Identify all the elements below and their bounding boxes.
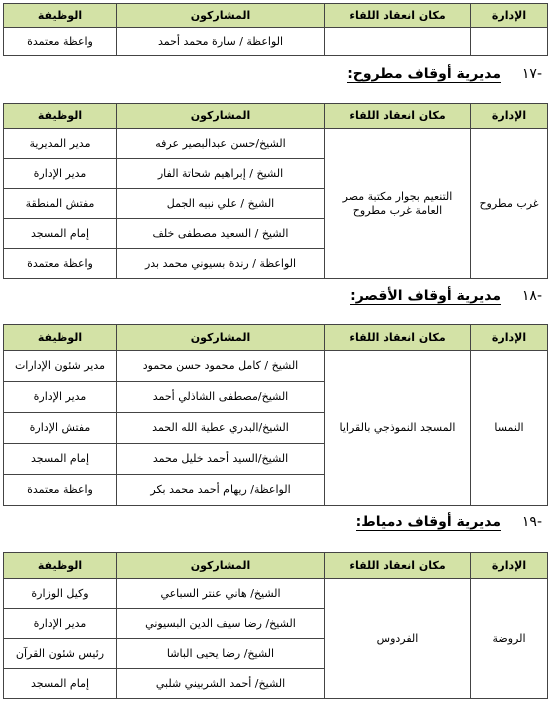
participant-cell: الشيخ / إبراهيم شحاتة الفار [117, 159, 325, 189]
job-cell: مدير شئون الإدارات [4, 351, 117, 382]
place-cell: المسجد النموذجي بالقرايا [325, 351, 471, 506]
job-cell: إمام المسجد [4, 219, 117, 249]
job-cell: واعظة معتمدة [4, 249, 117, 279]
participant-cell: الشيخ / كامل محمود حسن محمود [117, 351, 325, 382]
participant-cell: الشيخ/السيد أحمد خليل محمد [117, 444, 325, 475]
header-participants: المشاركون [117, 325, 325, 351]
participant-cell: الشيخ/ أحمد الشربيني شلبي [117, 669, 325, 699]
place-cell: التنعيم بجوار مكتبة مصر العامة غرب مطروح [325, 129, 471, 279]
job-cell: مدير الإدارة [4, 159, 117, 189]
section-table-17 [3, 103, 548, 279]
header-job: الوظيفة [4, 104, 117, 129]
section-heading-18 [350, 288, 542, 304]
participant-cell: الواعظة/ ريهام أحمد محمد بكر [117, 475, 325, 506]
place-cell: الفردوس [325, 579, 471, 699]
participant-cell: الشيخ / علي نبيه الجمل [117, 189, 325, 219]
section-number: -١٧ [521, 66, 542, 82]
section-heading-19 [356, 514, 542, 530]
header-place: مكان انعقاد اللقاء [325, 553, 471, 579]
place-cell [325, 28, 471, 56]
participant-cell: الشيخ / السعيد مصطفى خلف [117, 219, 325, 249]
header-participants: المشاركون [117, 553, 325, 579]
job-cell: مدير الإدارة [4, 609, 117, 639]
header-place: مكان انعقاد اللقاء [325, 104, 471, 129]
participant-cell: الشيخ/البدري عطية الله الحمد [117, 413, 325, 444]
participant-cell: الشيخ/ رضا سيف الدين البسيوني [117, 609, 325, 639]
job-cell: إمام المسجد [4, 444, 117, 475]
job-cell: وكيل الوزارة [4, 579, 117, 609]
header-job: الوظيفة [4, 4, 117, 28]
participant-cell: الواعظة / سارة محمد أحمد [117, 28, 325, 56]
top-table [3, 3, 548, 56]
participant-cell: الشيخ/ هاني عنتر السباعي [117, 579, 325, 609]
participant-cell: الشيخ/مصطفى الشاذلي أحمد [117, 382, 325, 413]
header-admin: الإدارة [471, 4, 548, 28]
admin-cell: النمسا [471, 351, 548, 506]
job-cell: إمام المسجد [4, 669, 117, 699]
participant-cell: الشيخ/ رضا يحيى الباشا [117, 639, 325, 669]
section-table-19 [3, 552, 548, 699]
job-cell: مدير الإدارة [4, 382, 117, 413]
header-place: مكان انعقاد اللقاء [325, 325, 471, 351]
section-title: مديرية أوقاف دمياط: [355, 514, 502, 530]
job-cell: مفتش المنطقة [4, 189, 117, 219]
admin-cell [471, 28, 548, 56]
header-participants: المشاركون [117, 104, 325, 129]
admin-cell: غرب مطروح [471, 129, 548, 279]
participant-cell: الشيخ/حسن عبدالبصير عرفه [117, 129, 325, 159]
section-number: -١٨ [521, 288, 542, 304]
job-cell: مفتش الإدارة [4, 413, 117, 444]
job-cell: رئيس شئون القرآن [4, 639, 117, 669]
participant-cell: الواعظة / رندة بسيوني محمد بدر [117, 249, 325, 279]
header-job: الوظيفة [4, 553, 117, 579]
header-place: مكان انعقاد اللقاء [325, 4, 471, 28]
job-cell: واعظة معتمدة [4, 28, 117, 56]
header-job: الوظيفة [4, 325, 117, 351]
section-table-18 [3, 324, 548, 506]
header-admin: الإدارة [471, 553, 548, 579]
job-cell: مدير المديرية [4, 129, 117, 159]
section-title: مديرية أوقاف الأقصر: [350, 288, 502, 304]
header-admin: الإدارة [471, 325, 548, 351]
section-title: مديرية أوقاف مطروح: [347, 66, 502, 82]
admin-cell: الروضة [471, 579, 548, 699]
header-participants: المشاركون [117, 4, 325, 28]
section-heading-17 [347, 66, 542, 82]
header-admin: الإدارة [471, 104, 548, 129]
section-number: -١٩ [521, 514, 542, 530]
job-cell: واعظة معتمدة [4, 475, 117, 506]
